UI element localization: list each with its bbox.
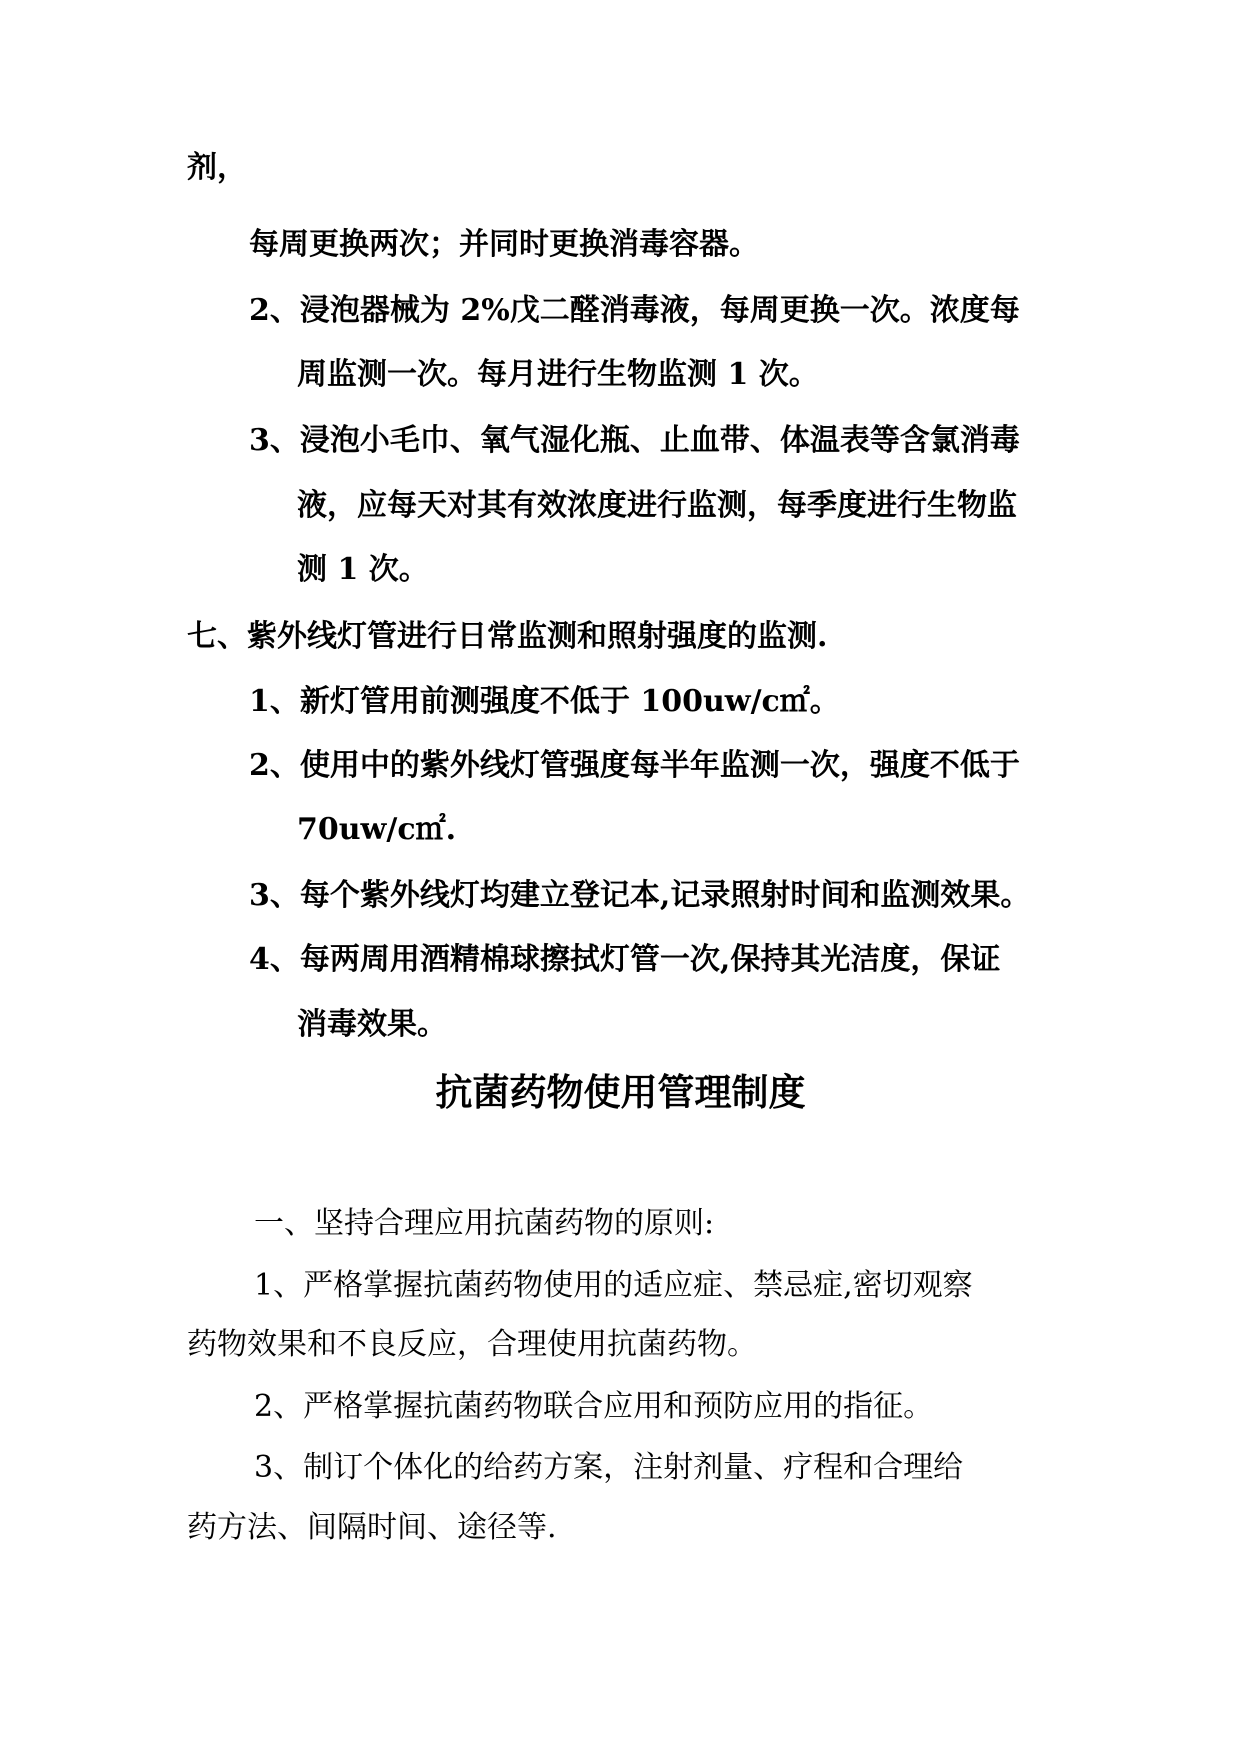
list-item-text: 2、浸泡器械为 2%戊二醛消毒液，每周更换一次。浓度每 [249,293,1020,328]
section-heading: 一、坚持合理应用抗菌药物的原则: [254,1206,715,1241]
list-item-text: 3、浸泡小毛巾、氧气湿化瓶、止血带、体温表等含氯消毒 [249,423,1020,458]
list-item-text: 2、严格掌握抗菌药物联合应用和预防应用的指征。 [254,1389,934,1424]
section-heading: 七、紫外线灯管进行日常监测和照射强度的监测. [187,619,828,654]
page-title: 抗菌药物使用管理制度 [435,1070,806,1114]
text-line: 药方法、间隔时间、途径等. [187,1510,557,1545]
text-line: 每周更换两次；并同时更换消毒容器。 [249,227,759,262]
text-line: 消毒效果。 [297,1007,447,1042]
text-line: 液，应每天对其有效浓度进行监测，每季度进行生物监 [297,488,1017,523]
list-item-text: 3、每个紫外线灯均建立登记本,记录照射时间和监测效果。 [249,878,1031,913]
list-item-text: 3、制订个体化的给药方案，注射剂量、疗程和合理给 [254,1450,964,1485]
text-line: 70uw/c㎡. [297,812,457,847]
text-line: 周监测一次。每月进行生物监测 1 次。 [297,357,819,392]
text-line: 测 1 次。 [297,552,429,587]
list-item-text: 1、严格掌握抗菌药物使用的适应症、禁忌症,密切观察 [254,1268,973,1303]
text-line: 剂， [187,150,247,185]
list-item-text: 2、使用中的紫外线灯管强度每半年监测一次，强度不低于 [249,748,1020,783]
text-line: 药物效果和不良反应，合理使用抗菌药物。 [187,1327,757,1362]
list-item-text: 1、新灯管用前测强度不低于 100uw/c㎡。 [249,684,840,719]
list-item-text: 4、每两周用酒精棉球擦拭灯管一次,保持其光洁度，保证 [249,942,1001,977]
